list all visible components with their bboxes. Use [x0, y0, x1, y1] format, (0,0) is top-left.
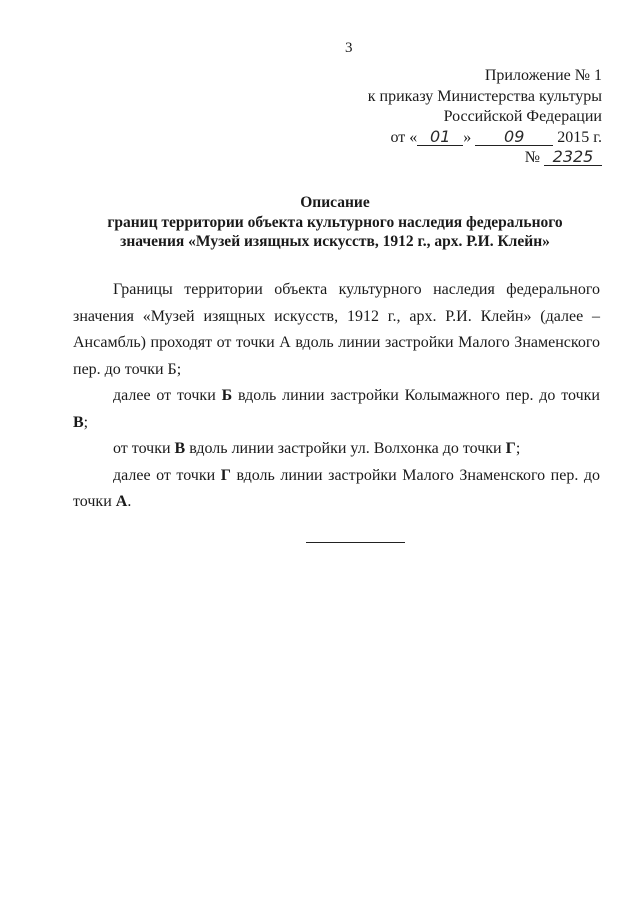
point-label: В	[174, 440, 186, 457]
appendix-title: Приложение № 1	[484, 67, 602, 84]
page-number: 3	[345, 40, 353, 56]
document-title	[70, 193, 600, 252]
text-segment: вдоль линии застройки ул. Волхонка до точки	[185, 440, 506, 457]
text-segment: ;	[515, 440, 521, 457]
paragraph-3	[73, 436, 600, 463]
order-number-handwritten: 2325	[552, 147, 594, 166]
text-segment: ;	[83, 413, 89, 431]
point-label: В	[73, 413, 84, 431]
point-label: Г	[220, 466, 231, 484]
text-segment: далее от точки	[113, 466, 221, 484]
paragraph-2	[73, 383, 600, 436]
paragraph-4	[73, 463, 600, 516]
point-label: Б	[221, 387, 233, 404]
number-prefix: №	[524, 149, 540, 166]
title-line-2: границ территории объекта культурного наследия федерального	[107, 213, 563, 231]
closing-rule	[306, 542, 405, 543]
date-mid: »	[463, 128, 472, 146]
date-day-field	[417, 126, 463, 146]
text-segment: .	[127, 493, 132, 510]
federation-name: Российской Федерации	[443, 108, 602, 125]
text-segment: вдоль линии застройки Малого Знаменского пер. до точки	[73, 466, 600, 510]
date-prefix: от «	[390, 128, 418, 146]
date-year: 2015 г.	[557, 128, 602, 146]
text-segment: от точки	[113, 440, 175, 457]
title-line-1: Описание	[300, 194, 370, 211]
appendix-header	[368, 66, 602, 169]
text-segment: далее от точки	[113, 387, 222, 404]
document-body	[73, 277, 600, 516]
date-month-handwritten: 09	[504, 126, 525, 146]
point-label: Г	[505, 440, 516, 457]
text-segment: вдоль линии застройки Колымажного пер. до точки	[232, 387, 600, 404]
date-month-field	[475, 126, 553, 146]
order-date	[368, 128, 602, 149]
order-reference: к приказу Министерства культуры	[367, 87, 602, 105]
paragraph-1: Границы территории объекта культурного наследия федерального значения «Музей изящных искусств, 1912 г., арх. Р.И. Клейн» (далее – Ансамбль) проходят от точки А вдоль линии застройки Малого Знаменского пер. до точки Б;	[73, 281, 600, 378]
date-day-handwritten: 01	[430, 126, 451, 146]
order-number-field	[544, 147, 602, 166]
order-number	[368, 148, 602, 169]
point-label: А	[115, 493, 128, 510]
title-line-3: значения «Музей изящных искусств, 1912 г., арх. Р.И. Клейн»	[120, 233, 550, 250]
